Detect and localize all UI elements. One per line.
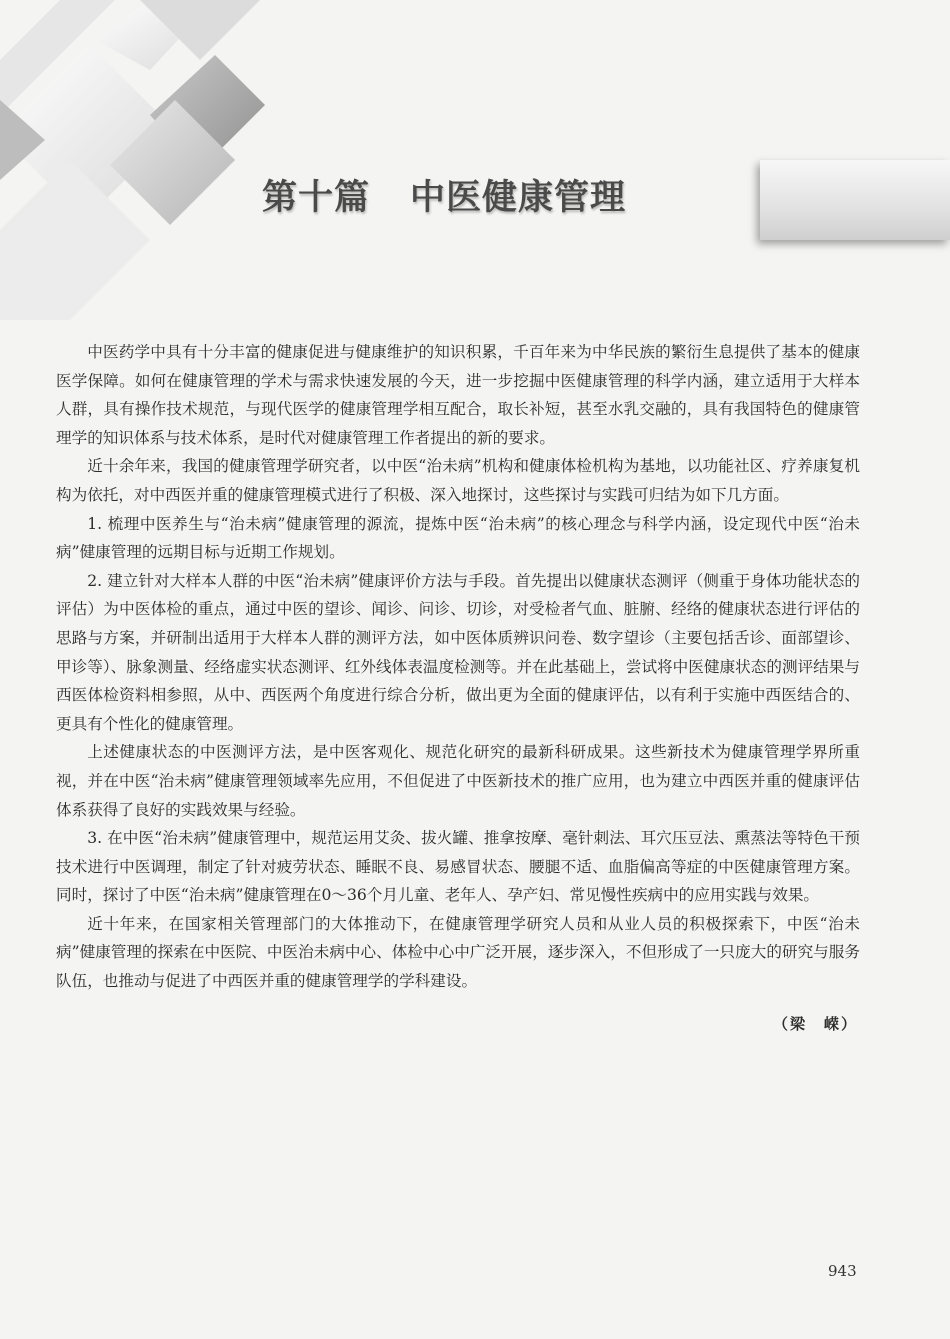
paragraph: 上述健康状态的中医测评方法，是中医客观化、规范化研究的最新科研成果。这些新技术为健康管理学界所重视，并在中医“治未病”健康管理领域率先应用，不但促进了中医新技术的推广应用，也为建立中西医并重的健康评估体系获得了良好的实践效果与经验。 [56,743,860,819]
part-label: 第十篇 [262,178,371,218]
decorative-diamond-pattern [0,0,330,330]
paragraph: 3. 在中医“治未病”健康管理中，规范运用艾灸、拔火罐、推拿按摩、毫针刺法、耳穴压豆法、熏蒸法等特色干预技术进行中医调理，制定了针对疲劳状态、睡眠不良、易感冒状态、腰腿不适、血脂偏高等症的中医健康管理方案。同时，探讨了中医“治未病”健康管理在0～36个月儿童、老年人、孕产妇、常见慢性疾病中的应用实践与效果。 [56,829,860,905]
paragraph: 2. 建立针对大样本人群的中医“治未病”健康评价方法与手段。首先提出以健康状态测评（侧重于身体功能状态的评估）为中医体检的重点，通过中医的望诊、闻诊、问诊、切诊，对受检者气血、脏腑、经络的健康状态进行评估的思路与方案，并研制出适用于大样本人群的测评方法，如中医体质辨识问卷、数字望诊（主要包括舌诊、面部望诊、甲诊等）、脉象测量、经络虚实状态测评、红外线体表温度检测等。并在此基础上，尝试将中医健康状态的测评结果与西医体检资料相参照，从中、西医两个角度进行综合分析，做出更为全面的健康评估，以有利于实施中西医结合的、更具有个性化的健康管理。 [56,571,860,733]
paragraph: 1. 梳理中医养生与“治未病”健康管理的源流，提炼中医“治未病”的核心理念与科学内涵，设定现代中医“治未病”健康管理的远期目标与近期工作规划。 [56,514,860,562]
paragraph: 近十余年来，我国的健康管理学研究者，以中医“治未病”机构和健康体检机构为基地，以功能社区、疗养康复机构为依托，对中西医并重的健康管理模式进行了积极、深入地探讨，这些探讨与实践可归结为如下几方面。 [56,457,860,504]
paragraph: 中医药学中具有十分丰富的健康促进与健康维护的知识积累，千百年来为中华民族的繁衍生息提供了基本的健康医学保障。如何在健康管理的学术与需求快速发展的今天，进一步挖掘中医健康管理的科学内涵，建立适用于大样本人群，具有操作技术规范，与现代医学的健康管理学相互配合，取长补短，甚至水乳交融的，具有我国特色的健康管理学的知识体系与技术体系，是时代对健康管理工作者提出的新的要求。 [56,343,860,447]
page-title [262,170,626,220]
paragraph: 近十年来，在国家相关管理部门的大体推动下，在健康管理学研究人员和从业人员的积极探索下，中医“治未病”健康管理的探索在中医院、中医治未病中心、体检中心中广泛开展，逐步深入，不但形成了一只庞大的研究与服务队伍，也推动与促进了中西医并重的健康管理学的学科建设。 [56,914,860,991]
part-title: 中医健康管理 [410,178,627,218]
page-number: 943 [828,1262,857,1280]
author-signature: （梁 嵘） [772,1015,858,1033]
body-text [56,338,860,996]
diamond-shape [0,160,150,320]
section-tab-decoration [760,160,950,240]
